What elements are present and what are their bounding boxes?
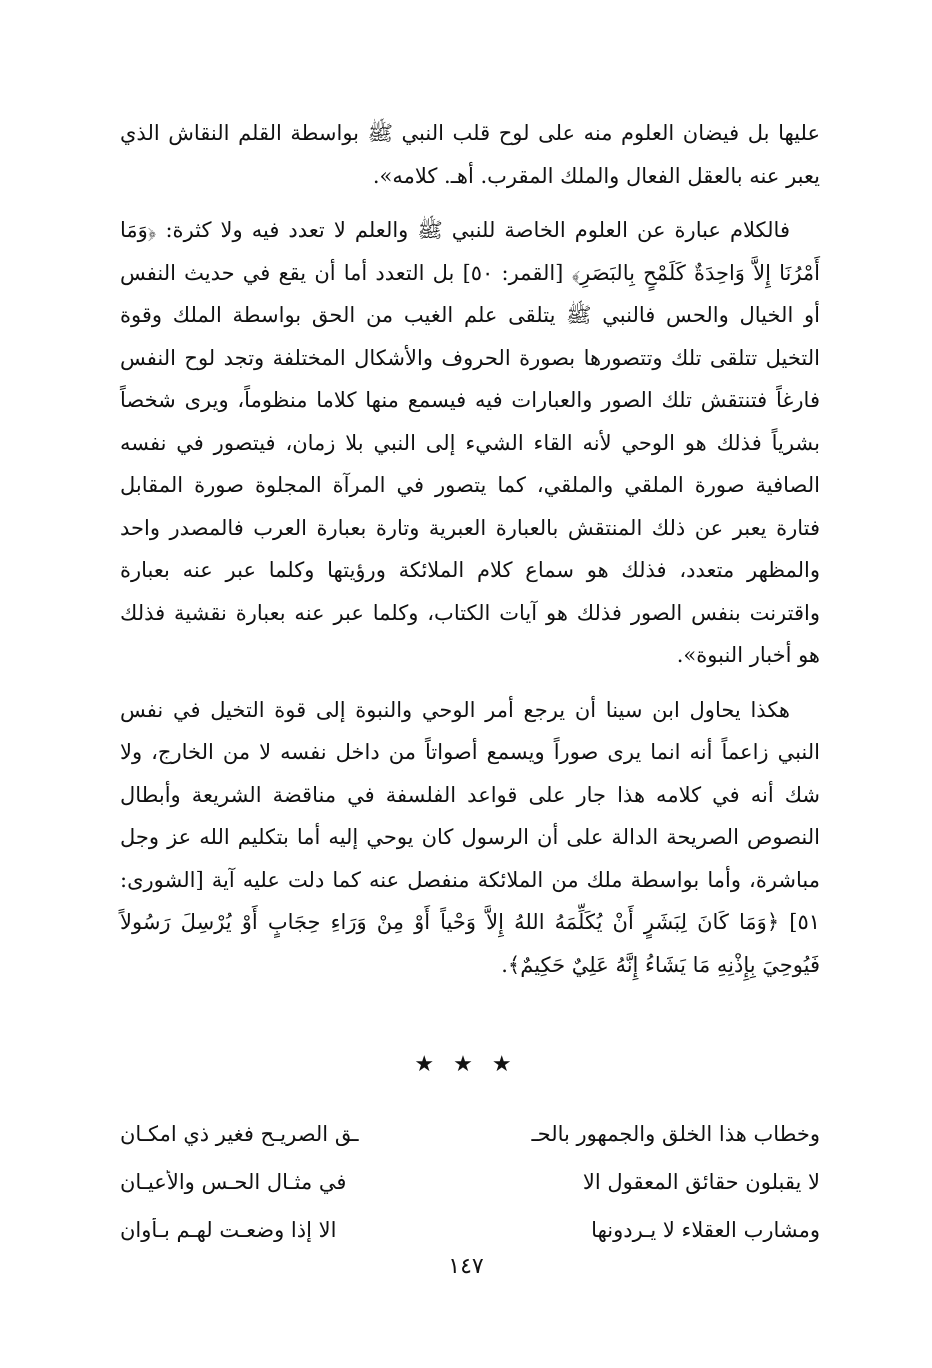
verse-second-hemistich: الا إذا وضعـت لهـم بـأوان (120, 1218, 337, 1242)
verse-second-hemistich: ـق الصريـح فغير ذي امكـان (120, 1122, 359, 1146)
poem (120, 1110, 820, 1254)
verse-second-hemistich: في مثـال الحـس والأعيـان (120, 1170, 347, 1194)
page-number: ١٤٧ (448, 1254, 484, 1279)
paragraph-3: هكذا يحاول ابن سينا أن يرجع أمر الوحي والنبوة إلى قوة التخيل في نفس النبي زاعماً أنه انما يرى صوراً ويسمع أصواتاً من داخل نفسه لا من الخارج، ولا شك أنه في كلامه هذا جار على قواعد الفلسفة في مناقضة الشريعة وأبطال النصوص الصريحة الدالة على أن الرسول كان يوحي إليه أما بتكليم الله عز وجل مباشرة، وأما بواسطة ملك من الملائكة منفصل عنه كما دلت عليه آية [الشورى: ٥١] ﴿وَمَا كَانَ لِبَشَرٍ أَنْ يُكَلِّمَهُ اللهُ إِلاَّ وَحْياً أَوْ مِنْ وَرَاءِ حِجَابٍ أَوْ يُرْسِلَ رَسُولاً فَيُوحِيَ بِإِذْنِهِ مَا يَشَاءُ إِنَّهُ عَلِيٌ حَكِيمٌ﴾. (120, 697, 820, 977)
verse-first-hemistich: لا يقبلون حقائق المعقول الا (582, 1170, 820, 1194)
verse-first-hemistich: وخطاب هذا الخلق والجمهور بالحـ (531, 1122, 820, 1146)
poem-verse (120, 1206, 820, 1254)
verse-first-hemistich: ومشارب العقلاء لا يـردونها (591, 1218, 820, 1242)
paragraph-1: عليها بل فيضان العلوم منه على لوح قلب النبي ﷺ بواسطة القلم النقاش الذي يعبر عنه بالعقل الفعال والملك المقرب. أهـ. كلامه». (120, 121, 820, 188)
section-separator: ★ ★ ★ (414, 1052, 518, 1077)
body-text (120, 112, 820, 986)
paragraph-2: فالكلام عبارة عن العلوم الخاصة للنبي ﷺ والعلم لا تعدد فيه ولا كثرة: ﴿وَمَا أَمْرُنَا إِلاَّ وَاحِدَةٌ كَلَمْحٍ بِالبَصَرِ﴾ [القمر: ٥٠] بل التعدد أما أن يقع في حديث النفس أو الخيال والحس فالنبي ﷺ يتلقى علم الغيب من الحق بواسطة الملك وقوة التخيل تتلقى تلك وتتصورها بصورة الحروف والأشكال المختلفة وتجد لوح النفس فارغاً فتنتقش تلك الصور والعبارات فيه فيسمع منها كلاما منظوماً، ويرى شخصاً بشرياً فذلك هو الوحي لأنه القاء الشيء إلى النبي بلا زمان، فيتصور في نفسه الصافية صورة الملقي والملقي، كما يتصور في المرآة المجلوة صورة المقابل فتارة يعبر عن ذلك المنتقش بالعبارة العبرية وتارة بعبارة العرب فالمصدر واحد والمظهر متعدد، فذلك هو سماع كلام الملائكة ورؤيتها وكلما عبر عنه بعبارة واقترنت بنفس الصور فذلك هو آيات الكتاب، وكلما عبر عنه بعبارة نقشية فذلك هو أخبار النبوة». (120, 218, 821, 667)
poem-verse (120, 1158, 820, 1206)
poem-verse (120, 1110, 820, 1158)
